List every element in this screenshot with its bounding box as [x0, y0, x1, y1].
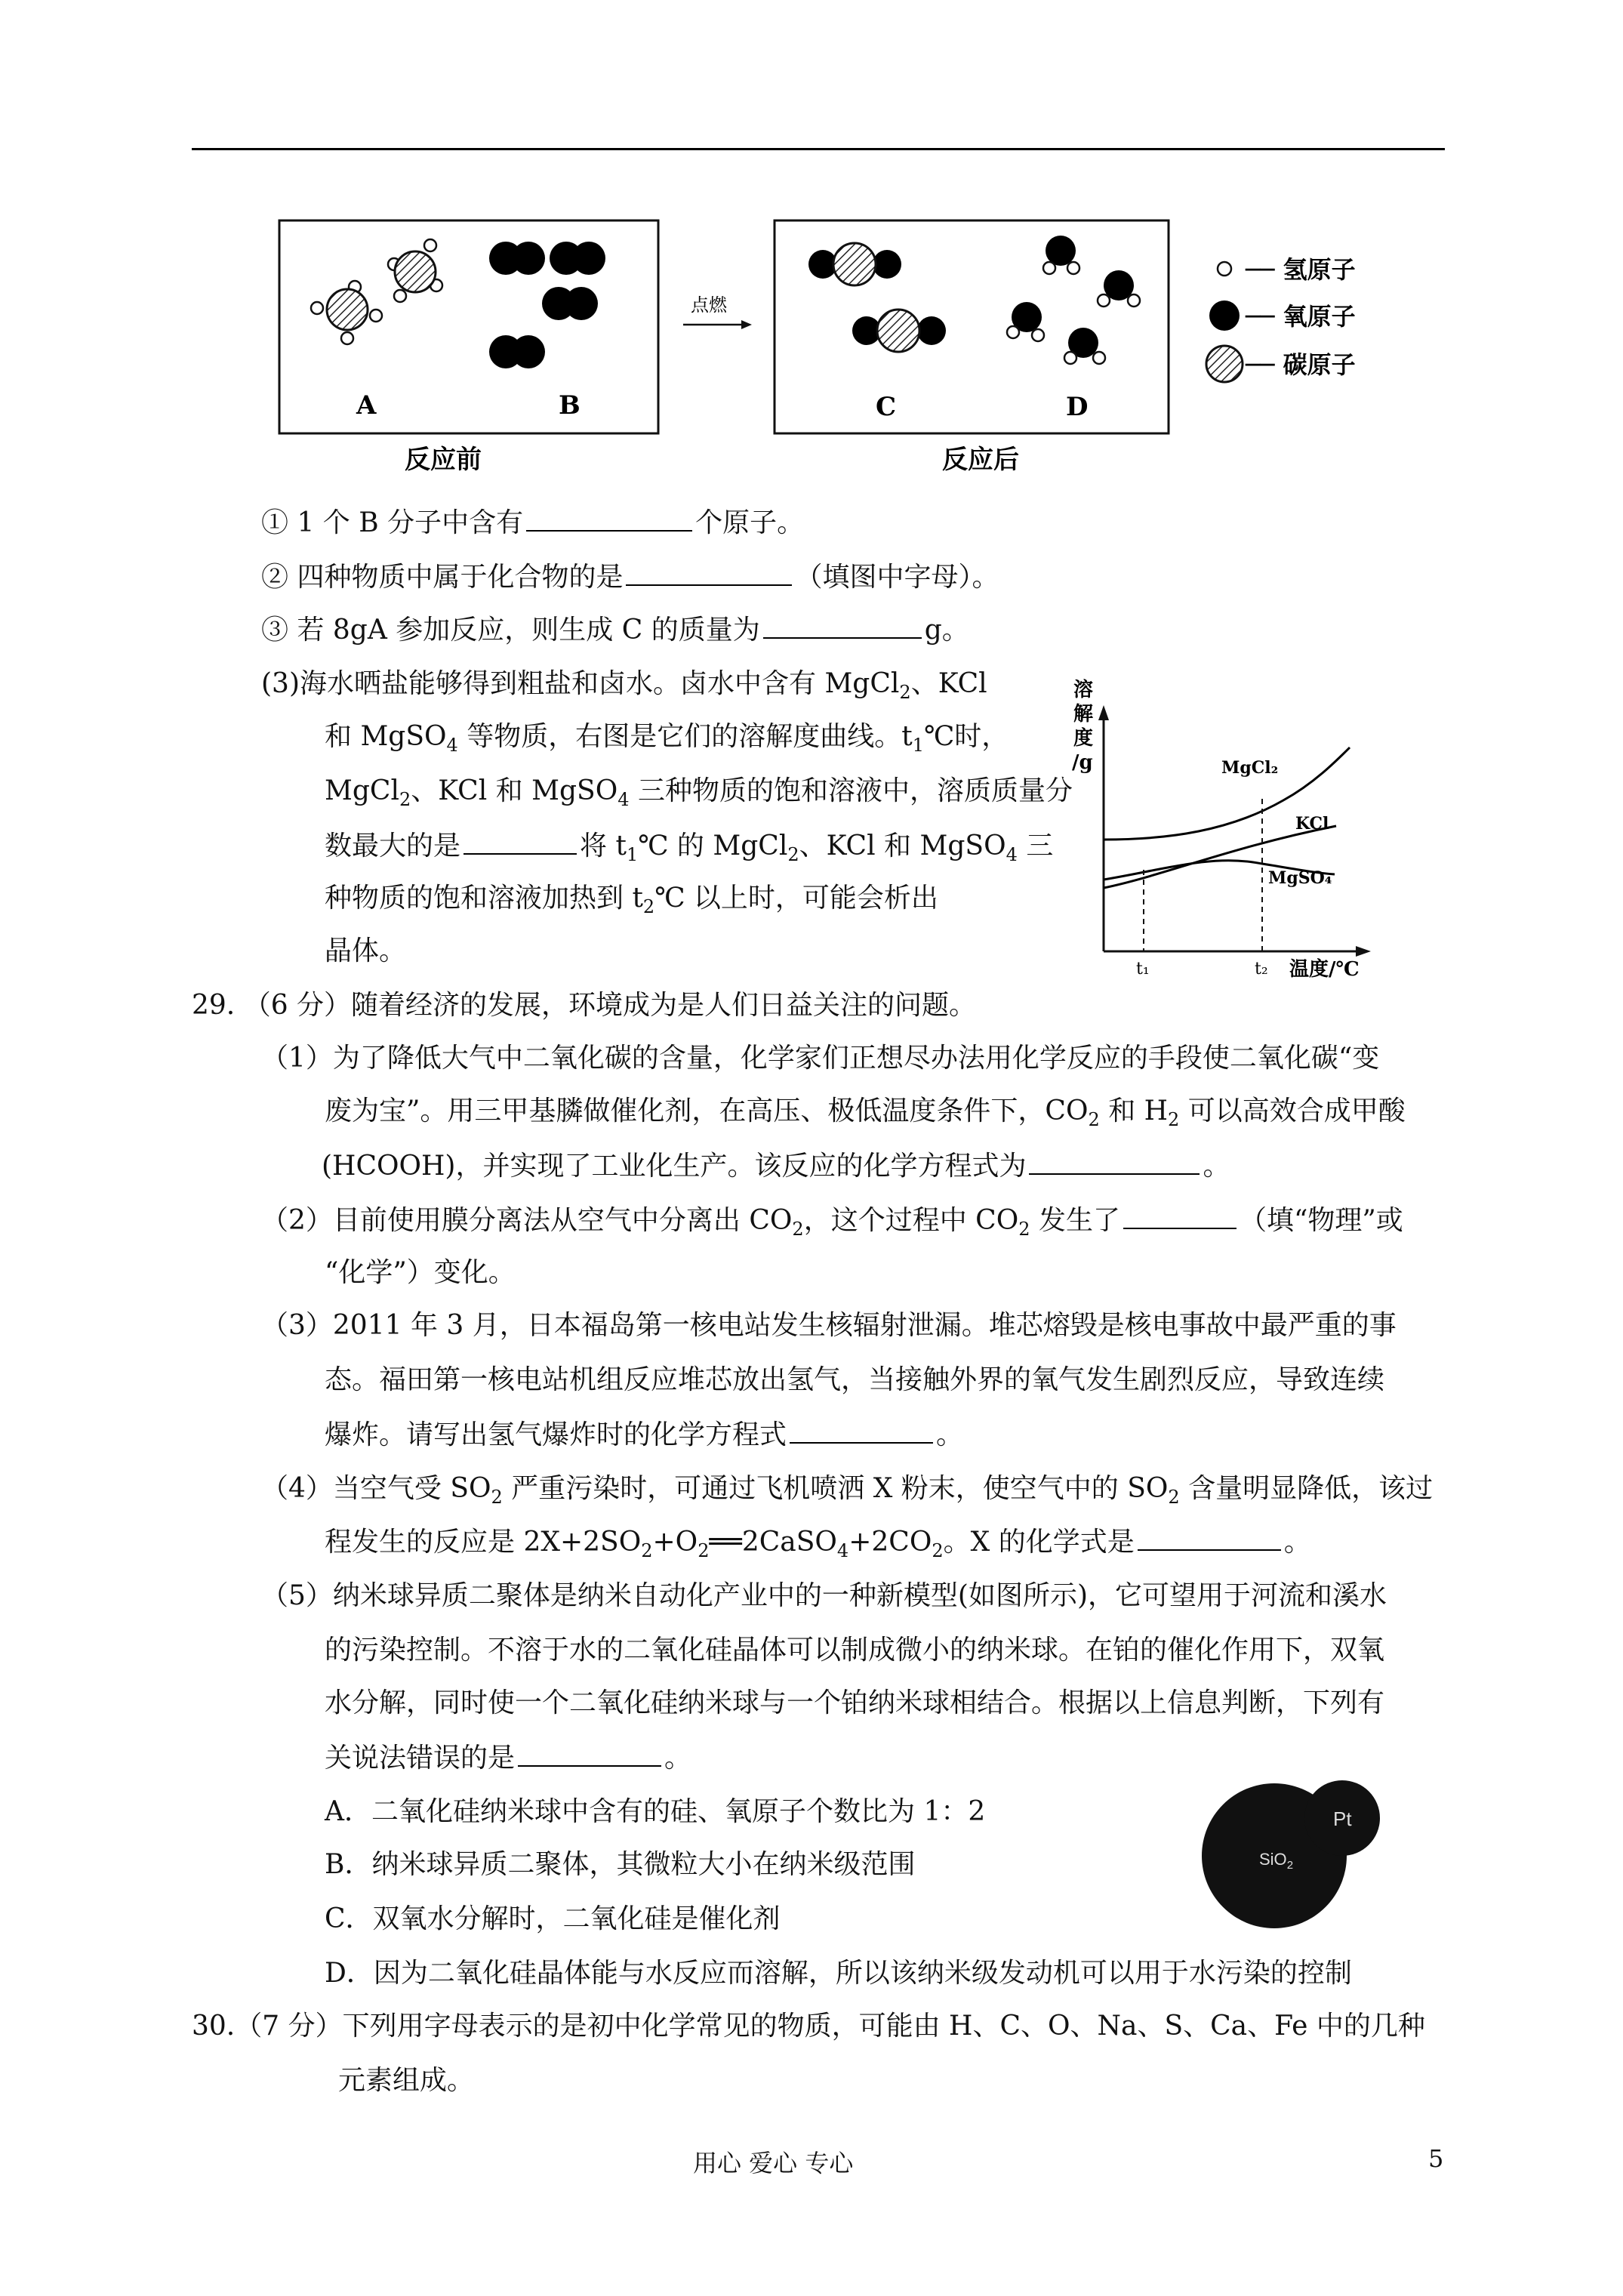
q29-s2-line2: “化学”）变化。	[325, 1257, 516, 1288]
oxygen-molecules	[489, 242, 605, 368]
oxygen-legend-icon	[1209, 300, 1240, 331]
q29-s3-line2: 态。福田第一核电站机组反应堆芯放出氢气，当接触外界的氧气发生剧烈反应，导致连续	[325, 1364, 1385, 1395]
answer-blank[interactable]	[790, 1415, 933, 1444]
label-C: C	[876, 392, 897, 422]
option-d[interactable]: D．因为二氧化硅晶体能与水反应而溶解，所以该纳米级发动机可以用于水污染的控制	[325, 1958, 1352, 1989]
chart-xlabel: 温度/℃	[1289, 958, 1360, 981]
option-c[interactable]: C．双氧水分解时，二氧化硅是催化剂	[325, 1903, 781, 1934]
answer-blank[interactable]	[1029, 1146, 1200, 1175]
carbon-legend-icon	[1206, 346, 1243, 382]
after-box	[775, 220, 1169, 433]
p3-line-2: 和 MgSO$_4$ 等物质，右图是它们的溶解度曲线。$t_1℃$时，	[325, 721, 1009, 757]
footer-motto: 用心 爱心 专心	[693, 2149, 854, 2177]
question-2	[261, 557, 999, 597]
reaction-figure	[272, 211, 1434, 483]
q29-s3-line1: （3）2011 年 3 月，日本福岛第一核电站发生核辐射泄漏。堆芯熔毁是核电事故中最严重的事	[261, 1310, 1397, 1341]
page-number: 5	[1428, 2144, 1444, 2173]
q3-suffix: g。	[924, 615, 969, 646]
water-molecule	[1098, 270, 1140, 307]
q1-text: ① 1 个 B 分子中含有	[261, 507, 524, 538]
q29-s1-line3: (HCOOH)，并实现了工业化生产。该反应的化学方程式为 。	[322, 1146, 1230, 1186]
sio2-label: SiO$_2$	[1259, 1850, 1294, 1872]
q30-line2: 元素组成。	[338, 2065, 475, 2096]
answer-blank[interactable]	[1123, 1200, 1236, 1229]
q29-s2-line1: （2）目前使用膜分离法从空气中分离出 $CO_2$，这个过程中 $CO_2$ 发生了 （填“物理”或	[261, 1200, 1403, 1249]
legend-oxygen: ── 氧原子	[1246, 302, 1356, 331]
water-molecule	[1007, 302, 1044, 341]
label-D: D	[1066, 392, 1089, 422]
p3-line-1: (3)海水晒盐能够得到粗盐和卤水。卤水中含有 MgCl$_2$、KCl	[261, 668, 987, 704]
series-mgcl2: MgCl₂	[1221, 758, 1279, 778]
methane-molecule	[388, 239, 442, 302]
pt-label: Pt	[1333, 1808, 1352, 1830]
q2-text: ② 四种物质中属于化合物的是	[261, 562, 624, 593]
q29-s5-line3: 水分解，同时使一个二氧化硅纳米球与一个铂纳米球相结合。根据以上信息判断，下列有	[325, 1687, 1385, 1718]
answer-blank[interactable]	[763, 610, 922, 639]
p3-line-3: MgCl$_2$、KCl 和 MgSO$_4$ 三种物质的饱和溶液中，溶质质量分	[325, 775, 1073, 811]
tick-t1: t₁	[1136, 960, 1150, 978]
legend-carbon: ── 碳原子	[1246, 350, 1356, 379]
q29-s4-line2: 程发生的反应是 $2X+2SO_2+O_2══2CaSO_4+2CO_2$。X 的化学式是 。	[325, 1522, 1311, 1570]
q29-s5-line4: 关说法错误的是 。	[325, 1738, 691, 1778]
q2-suffix: （填图中字母）。	[795, 562, 999, 593]
legend-hydrogen: ── 氢原子	[1246, 255, 1356, 284]
series-mgso4: MgSO₄	[1268, 868, 1332, 888]
caption-after: 反应后	[942, 445, 1019, 475]
tick-t2: t₂	[1255, 960, 1268, 978]
option-a[interactable]: A．二氧化硅纳米球中含有的硅、氧原子个数比为 1：2	[325, 1796, 986, 1827]
nanosphere-dimer-image	[1193, 1759, 1389, 1933]
label-B: B	[559, 390, 581, 421]
q29-s4-line1: （4）当空气受 $SO_2$ 严重污染时，可通过飞机喷洒 X 粉末，使空气中的 $SO_2$ 含量明显降低，该过	[261, 1473, 1434, 1509]
q29-s1-line1: （1）为了降低大气中二氧化碳的含量，化学家们正想尽办法用化学反应的手段使二氧化碳“变	[261, 1043, 1380, 1074]
p3-line-5: 种物质的饱和溶液加热到 $t_2℃$ 以上时，可能会析出	[325, 883, 938, 918]
question-3	[261, 610, 969, 650]
series-kcl: KCl	[1295, 814, 1329, 834]
chart-ylabel: 溶 解 度 /g	[1072, 679, 1094, 774]
solubility-chart	[1057, 672, 1404, 989]
answer-blank[interactable]	[626, 557, 792, 586]
methane-molecule	[311, 281, 382, 344]
co2-molecule	[852, 310, 946, 352]
hydrogen-legend-icon	[1218, 262, 1231, 276]
q29-s3-line3: 爆炸。请写出氢气爆炸时的化学方程式 。	[325, 1415, 963, 1455]
answer-blank[interactable]	[518, 1738, 661, 1767]
co2-molecule	[808, 243, 901, 285]
legend	[1206, 255, 1356, 382]
caption-before: 反应前	[405, 445, 482, 475]
header-rule	[192, 148, 1445, 150]
q29-s1-line2: 废为宝”。用三甲基膦做催化剂，在高压、极低温度条件下，$CO_2$ 和 $H_2$ 可以高效合成甲酸	[325, 1096, 1406, 1131]
q29-s5-line1: （5）纳米球异质二聚体是纳米自动化产业中的一种新模型(如图所示)，它可望用于河流和溪水	[261, 1580, 1387, 1611]
q30-line1: 30.（7 分）下列用字母表示的是初中化学常见的物质，可能由 H、C、O、Na、S、Ca、Fe 中的几种	[192, 2011, 1425, 2042]
q3-text: ③ 若 8gA 参加反应，则生成 C 的质量为	[261, 615, 760, 646]
p3-line-4: 数最大的是 将 $t_1℃$ 的 MgCl$_2$、KCl 和 MgSO$_4$ 三	[325, 826, 1053, 874]
option-b[interactable]: B．纳米球异质二聚体，其微粒大小在纳米级范围	[325, 1849, 916, 1880]
answer-blank[interactable]	[463, 826, 577, 855]
answer-blank[interactable]	[1138, 1522, 1281, 1551]
p3-line-6: 晶体。	[325, 935, 407, 966]
q1-suffix: 个原子。	[695, 507, 805, 538]
q29-s5-line2: 的污染控制。不溶于水的二氧化硅晶体可以制成微小的纳米球。在铂的催化作用下，双氧	[325, 1635, 1385, 1666]
answer-blank[interactable]	[526, 503, 692, 532]
water-molecule	[1043, 236, 1079, 274]
q29-heading: 29. （6 分）随着经济的发展，环境成为是人们日益关注的问题。	[192, 990, 977, 1021]
water-molecule	[1064, 328, 1105, 364]
label-A: A	[356, 390, 377, 421]
arrow-label: 点燃	[691, 294, 727, 316]
question-1	[261, 503, 804, 543]
